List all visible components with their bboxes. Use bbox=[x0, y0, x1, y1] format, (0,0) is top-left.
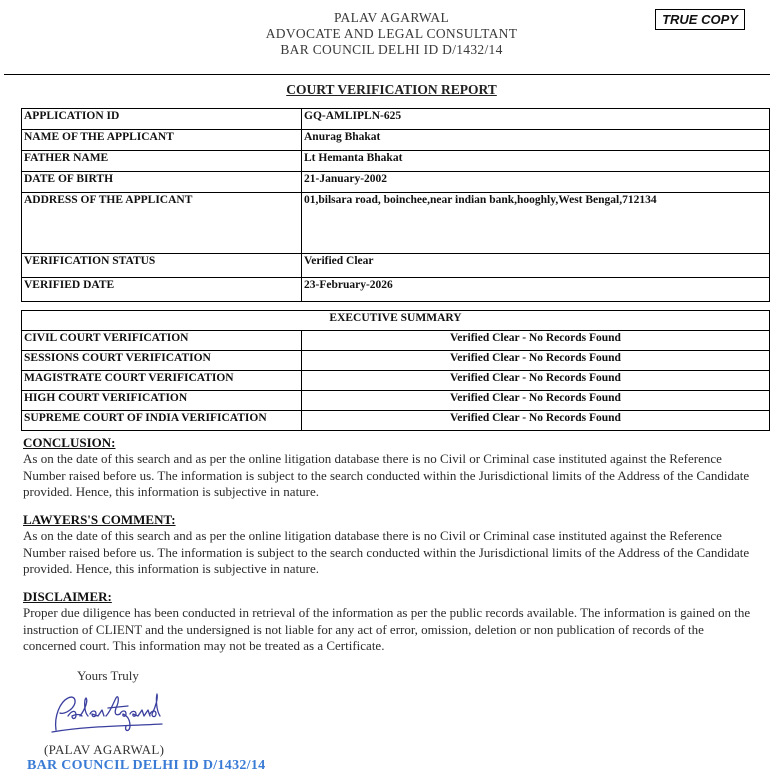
detail-label: DATE OF BIRTH bbox=[22, 172, 302, 193]
true-copy-stamp: TRUE COPY bbox=[655, 9, 745, 30]
table-row bbox=[22, 311, 770, 331]
advocate-bar-id: BAR COUNCIL DELHI ID D/1432/14 bbox=[280, 42, 503, 57]
court-result: Verified Clear - No Records Found bbox=[302, 371, 770, 391]
detail-value: Verified Clear bbox=[302, 254, 770, 278]
table-row bbox=[22, 254, 770, 278]
table-row bbox=[22, 172, 770, 193]
signatory-name: (PALAV AGARWAL) bbox=[44, 742, 165, 757]
conclusion-heading: CONCLUSION: bbox=[23, 435, 116, 450]
table-row bbox=[22, 109, 770, 130]
table-row bbox=[22, 151, 770, 172]
disclaimer-heading: DISCLAIMER: bbox=[23, 589, 112, 604]
detail-label: NAME OF THE APPLICANT bbox=[22, 130, 302, 151]
conclusion-text: As on the date of this search and as per the online litigation database there is no Civil or Criminal case instituted against the Reference Number raised before us. The information is subject to the search conducted within the Jurisdictional limits of the Address of the Candidate provided. Hence, this information is subjective in nature. bbox=[23, 451, 750, 500]
detail-value: Lt Hemanta Bhakat bbox=[302, 151, 770, 172]
court-label: MAGISTRATE COURT VERIFICATION bbox=[22, 371, 302, 391]
table-row bbox=[22, 331, 770, 351]
applicant-details-table bbox=[21, 108, 770, 302]
advocate-designation: ADVOCATE AND LEGAL CONSULTANT bbox=[265, 26, 518, 41]
closing-salutation: Yours Truly bbox=[77, 668, 139, 683]
table-row bbox=[22, 391, 770, 411]
court-label: CIVIL COURT VERIFICATION bbox=[22, 331, 302, 351]
table-row bbox=[22, 411, 770, 431]
disclaimer-text: Proper due diligence has been conducted in retrieval of the information as per the public records available. The information is gained on the instruction of CLIENT and the undersigned is not liable for any act of error, omission, deletion or non publication of records of the concerned court. This information may not be treated as a Certificate. bbox=[23, 605, 751, 654]
detail-label: VERIFIED DATE bbox=[22, 278, 302, 302]
court-label: SESSIONS COURT VERIFICATION bbox=[22, 351, 302, 371]
report-title-text: COURT VERIFICATION REPORT bbox=[286, 82, 497, 97]
detail-value: GQ-AMLIPLN-625 bbox=[302, 109, 770, 130]
signatory-bar-id: BAR COUNCIL DELHI ID D/1432/14 bbox=[27, 758, 266, 773]
detail-label: APPLICATION ID bbox=[22, 109, 302, 130]
court-result: Verified Clear - No Records Found bbox=[302, 331, 770, 351]
table-row bbox=[22, 371, 770, 391]
table-row bbox=[22, 278, 770, 302]
executive-summary-title: EXECUTIVE SUMMARY bbox=[22, 311, 770, 331]
detail-label: ADDRESS OF THE APPLICANT bbox=[22, 193, 302, 254]
advocate-name: PALAV AGARWAL bbox=[333, 10, 450, 25]
detail-value: 23-February-2026 bbox=[302, 278, 770, 302]
header-divider bbox=[4, 74, 770, 75]
court-result: Verified Clear - No Records Found bbox=[302, 411, 770, 431]
detail-value: 01,bilsara road, boinchee,near indian bank,hooghly,West Bengal,712134 bbox=[302, 193, 770, 254]
court-label: SUPREME COURT OF INDIA VERIFICATION bbox=[22, 411, 302, 431]
disclaimer-section bbox=[23, 589, 758, 655]
handwritten-signature bbox=[46, 686, 166, 743]
court-result: Verified Clear - No Records Found bbox=[302, 391, 770, 411]
table-row bbox=[22, 351, 770, 371]
lawyers-comment-section bbox=[23, 512, 758, 578]
detail-label: FATHER NAME bbox=[22, 151, 302, 172]
executive-summary-table bbox=[21, 310, 770, 431]
lawyers-comment-text: As on the date of this search and as per the online litigation database there is no Civil or Criminal case instituted against the Reference Number raised before us. The information is subject to the search conducted within the Jurisdictional limits of the Address of the Candidate provided. Hence, this information is subjective in nature. bbox=[23, 528, 750, 577]
detail-label: VERIFICATION STATUS bbox=[22, 254, 302, 278]
table-row bbox=[22, 193, 770, 254]
court-result: Verified Clear - No Records Found bbox=[302, 351, 770, 371]
court-label: HIGH COURT VERIFICATION bbox=[22, 391, 302, 411]
detail-value: 21-January-2002 bbox=[302, 172, 770, 193]
lawyers-comment-heading: LAWYERS'S COMMENT: bbox=[23, 512, 176, 527]
table-row bbox=[22, 130, 770, 151]
report-title bbox=[0, 82, 783, 98]
detail-value: Anurag Bhakat bbox=[302, 130, 770, 151]
conclusion-section bbox=[23, 435, 758, 501]
